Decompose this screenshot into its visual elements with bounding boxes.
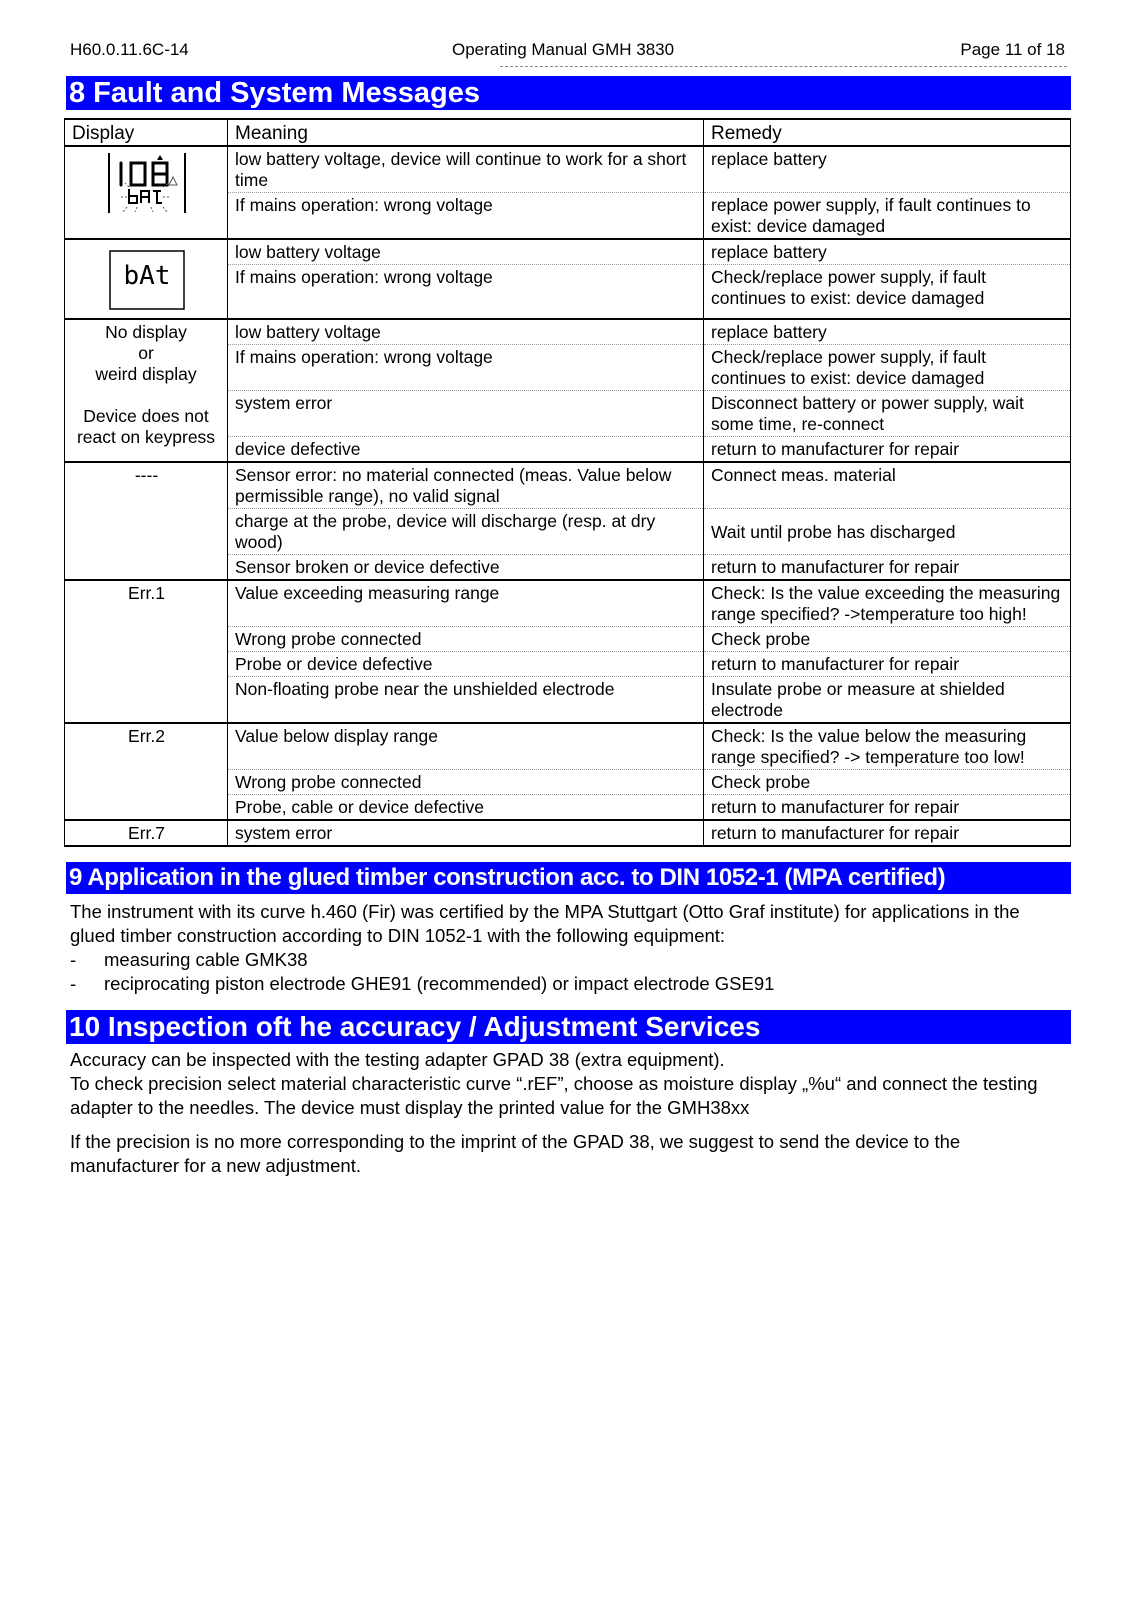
remedy-cell: replace battery [704, 146, 1071, 193]
section-10-paragraph-2: If the precision is no more corresponding to the imprint of the GPAD 38, we suggest to send the device to the manufacturer for a new adjustment. [70, 1131, 961, 1176]
table-header-row [65, 119, 1071, 146]
display-cell-err2: Err.2 [65, 723, 228, 820]
table-row [65, 462, 1071, 509]
meaning-cell: low battery voltage [228, 319, 704, 345]
remedy-cell: Check: Is the value below the measuring range specified? -> temperature too low! [704, 723, 1071, 770]
section-10-line-1: Accuracy can be inspected with the testing adapter GPAD 38 (extra equipment). [70, 1049, 725, 1070]
table-row [65, 239, 1071, 265]
table-row [65, 319, 1071, 345]
display-text-line: Device does not react on keypress [76, 406, 216, 447]
remedy-cell: Check/replace power supply, if fault continues to exist: device damaged [704, 345, 1071, 391]
lcd-low-battery-blinking-icon [107, 151, 187, 215]
remedy-cell: return to manufacturer for repair [704, 820, 1071, 846]
table-row [65, 723, 1071, 770]
remedy-cell: replace battery [704, 319, 1071, 345]
section-10-body [70, 1048, 1070, 1178]
meaning-cell: device defective [228, 437, 704, 463]
remedy-cell: Connect meas. material [704, 462, 1071, 509]
column-header-remedy: Remedy [704, 119, 1071, 146]
meaning-cell: system error [228, 820, 704, 846]
section-8-heading: 8 Fault and System Messages [66, 76, 1071, 110]
meaning-cell: If mains operation: wrong voltage [228, 193, 704, 240]
lcd-bat-icon [109, 250, 185, 310]
meaning-cell: Value below display range [228, 723, 704, 770]
list-item: - reciprocating piston electrode GHE91 (recommended) or impact electrode GSE91 [70, 972, 1070, 996]
display-cell-lcd-bat [65, 239, 228, 319]
meaning-cell: Wrong probe connected [228, 627, 704, 652]
display-text-line: weird display [95, 364, 197, 384]
display-text-line: or [138, 343, 154, 363]
fault-messages-table [64, 118, 1071, 847]
meaning-cell: Value exceeding measuring range [228, 580, 704, 627]
column-header-display: Display [65, 119, 228, 146]
table-row [65, 146, 1071, 193]
meaning-cell: charge at the probe, device will discharge (resp. at dry wood) [228, 509, 704, 555]
remedy-cell: return to manufacturer for repair [704, 437, 1071, 463]
remedy-cell: Check probe [704, 627, 1071, 652]
section-10-line-2: To check precision select material characteristic curve “.rEF”, choose as moisture display „%u“ and connect the testing adapter to the needles. The device must display the printed value for the GMH38xx [70, 1073, 1038, 1118]
remedy-cell: Wait until probe has discharged [704, 509, 1071, 555]
page-number: Page 11 of 18 [960, 40, 1065, 59]
meaning-cell: system error [228, 391, 704, 437]
lcd-bat-text: bAt [123, 261, 170, 291]
remedy-cell: return to manufacturer for repair [704, 555, 1071, 581]
header-rule [500, 66, 1067, 67]
doc-id: H60.0.11.6C-14 [70, 40, 189, 59]
remedy-cell: return to manufacturer for repair [704, 795, 1071, 821]
remedy-cell: return to manufacturer for repair [704, 652, 1071, 677]
display-cell-dashes: ---- [65, 462, 228, 580]
remedy-cell: replace power supply, if fault continues to exist: device damaged [704, 193, 1071, 240]
display-cell-lcd-low-battery [65, 146, 228, 239]
display-cell-err7: Err.7 [65, 820, 228, 846]
meaning-cell: Probe or device defective [228, 652, 704, 677]
meaning-cell: Sensor broken or device defective [228, 555, 704, 581]
remedy-cell: Check/replace power supply, if fault continues to exist: device damaged [704, 265, 1071, 320]
meaning-cell: Sensor error: no material connected (meas. Value below permissible range), no valid signal [228, 462, 704, 509]
display-cell-err1: Err.1 [65, 580, 228, 723]
section-9-paragraph: The instrument with its curve h.460 (Fir) was certified by the MPA Stuttgart (Otto Graf institute) for applications in the glued timber construction according to DIN 1052-1 with the following equipment: [70, 901, 1020, 946]
section-9-body [70, 900, 1070, 996]
section-9-heading: 9 Application in the glued timber construction acc. to DIN 1052-1 (MPA certified) [66, 862, 1071, 894]
page-header [70, 40, 1065, 62]
remedy-cell: Insulate probe or measure at shielded electrode [704, 677, 1071, 724]
meaning-cell: If mains operation: wrong voltage [228, 265, 704, 320]
meaning-cell: Non-floating probe near the unshielded electrode [228, 677, 704, 724]
table-row [65, 580, 1071, 627]
display-cell-no-display [65, 319, 228, 462]
display-text-spacer [67, 385, 225, 406]
display-text-line: No display [105, 322, 187, 342]
meaning-cell: low battery voltage, device will continue to work for a short time [228, 146, 704, 193]
meaning-cell: Probe, cable or device defective [228, 795, 704, 821]
list-item: - measuring cable GMK38 [70, 948, 1070, 972]
remedy-cell: Check probe [704, 770, 1071, 795]
remedy-cell: Check: Is the value exceeding the measuring range specified? ->temperature too high! [704, 580, 1071, 627]
doc-title: Operating Manual GMH 3830 [452, 40, 675, 59]
column-header-meaning: Meaning [228, 119, 704, 146]
remedy-cell: replace battery [704, 239, 1071, 265]
section-9-bullet-list [70, 948, 1070, 996]
remedy-cell: Disconnect battery or power supply, wait some time, re-connect [704, 391, 1071, 437]
meaning-cell: low battery voltage [228, 239, 704, 265]
section-10-heading: 10 Inspection oft he accuracy / Adjustment Services [66, 1010, 1071, 1044]
meaning-cell: Wrong probe connected [228, 770, 704, 795]
table-row [65, 820, 1071, 846]
meaning-cell: If mains operation: wrong voltage [228, 345, 704, 391]
